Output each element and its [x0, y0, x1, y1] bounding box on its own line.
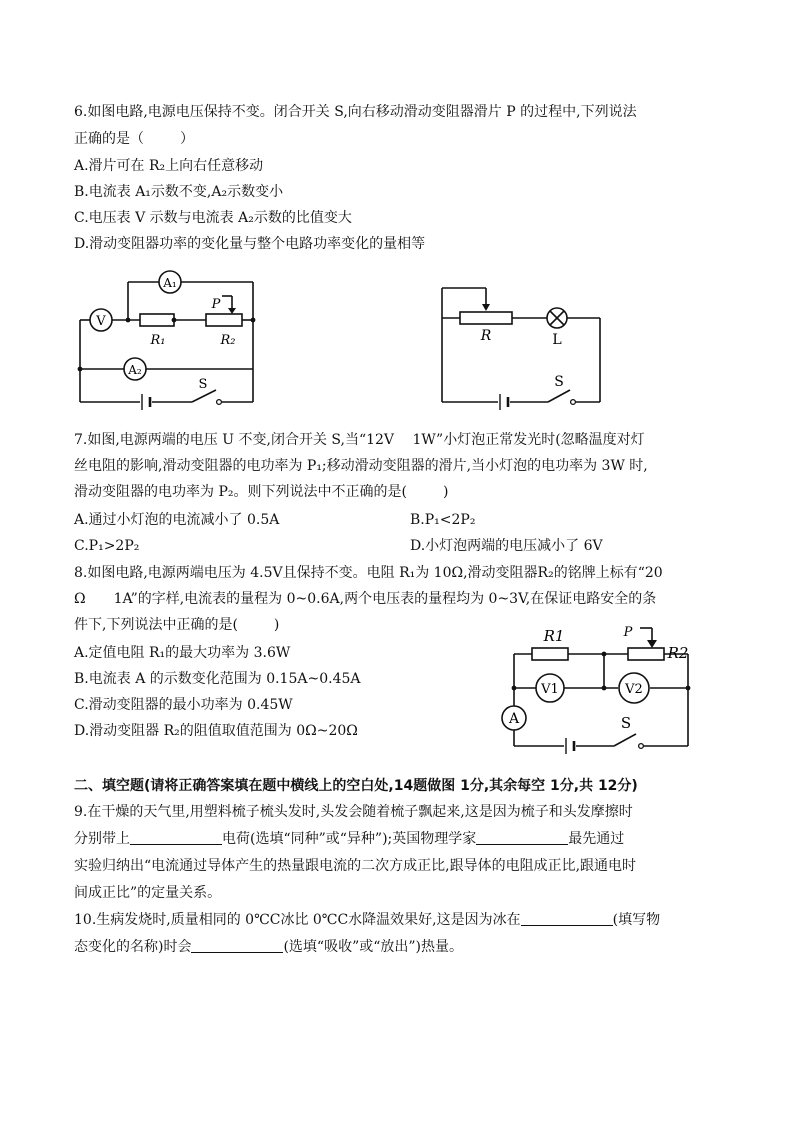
q7-option-d: D.小灯泡两端的电压减小了 6V — [410, 538, 603, 554]
q8-fig-label-a: A — [508, 711, 520, 727]
q6-stem-line2-b: ） — [180, 131, 194, 147]
q6-fig-label-a1: A₁ — [163, 276, 177, 290]
q10-line2-b: (选填“吸收”或“放出”)热量。 — [283, 939, 464, 955]
q7-fig-label-l: L — [552, 332, 562, 348]
q6-stem-line1: 6.如图电路,电源电压保持不变。闭合开关 S,向右移动滑动变阻器滑片 P 的过程中,下列说法 — [74, 104, 637, 120]
q8-stem-line2: Ω 1A”的字样,电流表的量程为 0~0.6A,两个电压表的量程均为 0~3V,在保证电路安全的条 — [74, 591, 657, 607]
q7-option-a: A.通过小灯泡的电流减小了 0.5A — [74, 512, 280, 528]
q6-fig-label-v: V — [96, 314, 106, 329]
q10-blank-1[interactable] — [521, 911, 613, 926]
q7-fig-label-s: S — [554, 374, 564, 390]
q6-stem-line2-a: 正确的是（ — [74, 131, 144, 147]
q6-fig-label-r2: R₂ — [220, 333, 236, 348]
q8-circuit-diagram — [492, 620, 712, 758]
q7-fig-label-r: R — [480, 328, 492, 344]
q10-line1-b: (填写物 — [612, 912, 661, 928]
q9-line4: 间成正比”的定量关系。 — [74, 885, 222, 901]
q8-option-d: D.滑动变阻器 R₂的阻值取值范围为 0Ω~20Ω — [74, 723, 358, 739]
q6-option-c: C.电压表 V 示数与电流表 A₂示数的比值变大 — [74, 210, 352, 226]
q8-fig-label-v2: V2 — [625, 682, 643, 697]
q6-option-d: D.滑动变阻器功率的变化量与整个电路功率变化的量相等 — [74, 236, 426, 252]
q8-option-a: A.定值电阻 R₁的最大功率为 3.6W — [74, 645, 291, 661]
q9-blank-2[interactable] — [476, 830, 568, 845]
q8-fig-label-p: P — [623, 625, 633, 640]
q8-fig-label-r2: R2 — [667, 644, 689, 662]
q7-stem-line2: 丝电阻的影响,滑动变阻器的电功率为 P₁;移动滑动变阻器的滑片,当小灯泡的电功率为 3W 时, — [74, 458, 648, 474]
q9-line2-c: 最先通过 — [568, 831, 625, 847]
q7-stem-line3-b: ) — [442, 484, 449, 500]
q9-line2-a: 分别带上 — [74, 831, 130, 847]
q8-stem-line1: 8.如图电路,电源两端电压为 4.5V且保持不变。电阻 R₁为 10Ω,滑动变阻器R₂的铭牌上标有“20 — [74, 565, 663, 581]
section-2-heading: 二、填空题(请将正确答案填在题中横线上的空白处,14题做图 1分,其余每空 1分,共 12分) — [74, 778, 638, 794]
q8-fig-label-v1: V1 — [541, 682, 559, 697]
q10-line2 — [74, 936, 463, 958]
q9-line2-b: 电荷(选填“同种”或“异种”);英国物理学家 — [222, 831, 477, 847]
q6-fig-label-p: P — [211, 297, 221, 312]
q8-stem-line3-a: 件下,下列说法中正确的是( — [74, 617, 238, 633]
q8-fig-label-s: S — [620, 714, 632, 732]
q8-fig-label-r1: R1 — [543, 627, 565, 645]
q6-fig-label-r1: R₁ — [150, 333, 166, 348]
q9-line2 — [74, 828, 624, 850]
q6-option-a: A.滑片可在 R₂上向右任意移动 — [74, 158, 264, 174]
q7-circuit-diagram — [436, 284, 608, 410]
q9-line3: 实验归纳出“电流通过导体产生的热量跟电流的二次方成正比,跟导体的电阻成正比,跟通电时 — [74, 858, 637, 874]
q6-fig-label-s: S — [198, 377, 208, 392]
q7-stem-line3 — [74, 481, 448, 503]
q10-line2-a: 态变化的名称)时会 — [74, 939, 192, 955]
q10-line1 — [74, 909, 660, 931]
q8-stem-line3-b: ) — [273, 617, 280, 633]
q6-stem-line2 — [74, 128, 194, 150]
q8-option-c: C.滑动变阻器的最小功率为 0.45W — [74, 697, 293, 713]
q10-blank-2[interactable] — [191, 938, 283, 953]
q9-line1: 9.在干燥的天气里,用塑料梳子梳头发时,头发会随着梳子飘起来,这是因为梳子和头发摩擦时 — [74, 804, 633, 820]
q9-blank-1[interactable] — [130, 830, 222, 845]
q10-line1-a: 10.生病发烧时,质量相同的 0℃C冰比 0℃C水降温效果好,这是因为冰在 — [74, 912, 521, 928]
q8-stem-line3 — [74, 614, 279, 636]
q6-circuit-diagram — [70, 262, 270, 412]
q8-option-b: B.电流表 A 的示数变化范围为 0.15A~0.45A — [74, 671, 361, 687]
q7-stem-line1: 7.如图,电源两端的电压 U 不变,闭合开关 S,当“12V 1W”小灯泡正常发光时(忽略温度对灯 — [74, 432, 645, 448]
q6-option-b: B.电流表 A₁示数不变,A₂示数变小 — [74, 184, 284, 200]
q7-stem-line3-a: 滑动变阻器的电功率为 P₂。则下列说法中不正确的是( — [74, 484, 407, 500]
q6-fig-label-a2: A₂ — [128, 363, 142, 377]
q7-option-c: C.P₁>2P₂ — [74, 538, 140, 554]
q7-option-b: B.P₁<2P₂ — [410, 512, 476, 528]
